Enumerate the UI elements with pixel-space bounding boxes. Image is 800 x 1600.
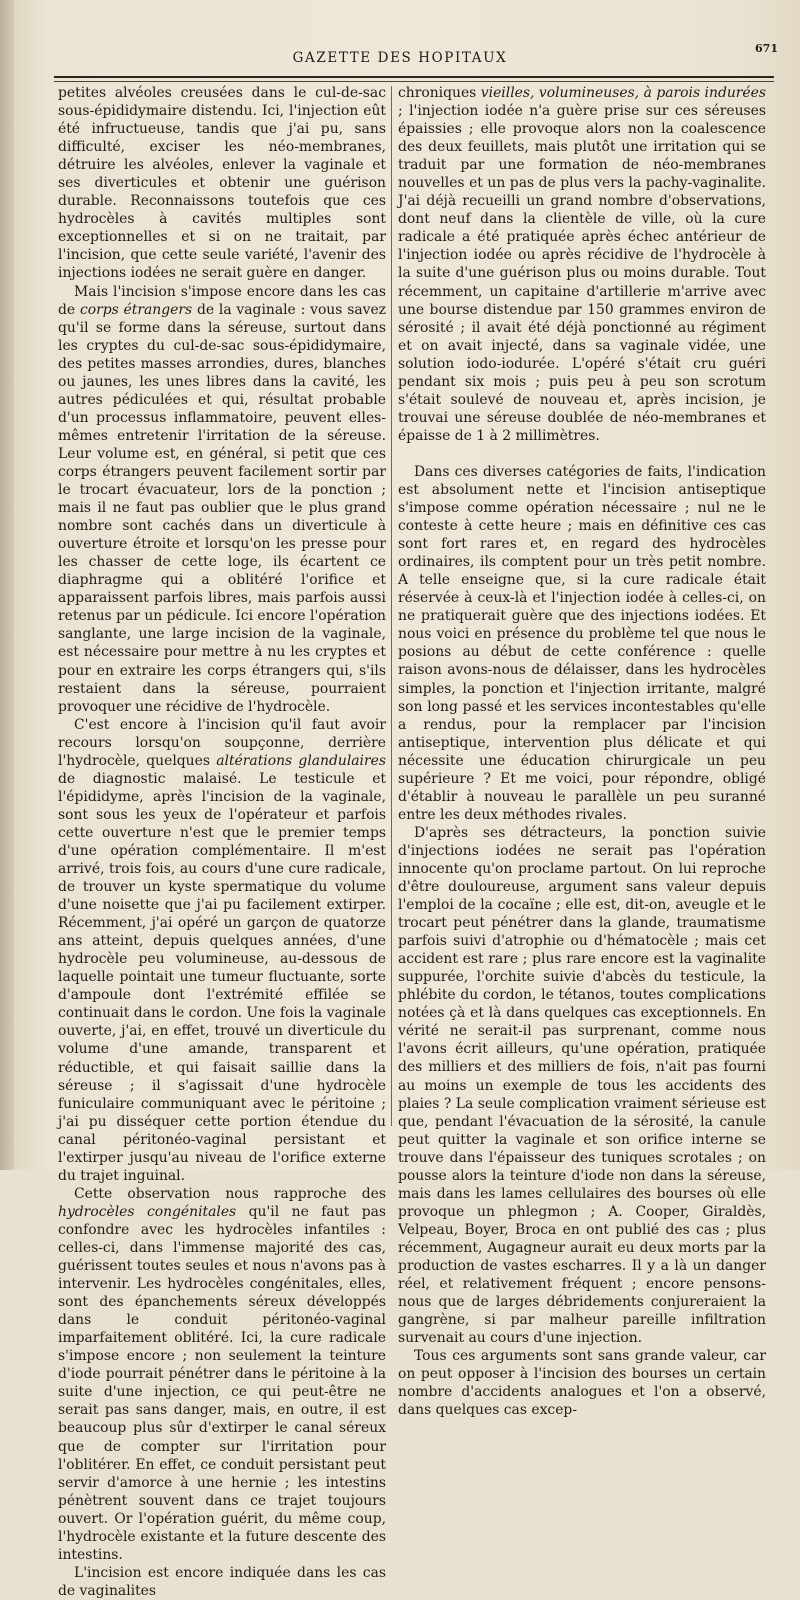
- paragraph-text: qu'il ne faut pas confondre avec les hydrocèles infantiles : celles-ci, dans l'immense majorité des cas, guérissent toutes seules et nous n'avons pas à intervenir. Les hydrocèles congénitales, elles, sont des épanchements séreux développés dans le conduit péritonéo-vaginal imparfaitement oblitéré. Ici, la cure radicale s'impose encore ; non seulement la teinture d'iode pourrait pénétrer dans le péritoine à la suite d'une injection, ce qui peut-être ne serait pas sans danger, mais, en outre, il est beaucoup plus sûr d'extirper le canal séreux que de compter sur l'irritation pour l'oblitérer. En effet, ce conduit persistant peut servir d'amorce à une hernie ; les intestins pénètrent souvent dans ce trajet toujours ouvert. Or l'opération guérit, du même coup, l'hydrocèle existante et la future descente des intestins.: [58, 1203, 386, 1563]
- paragraph: [58, 1185, 386, 1564]
- header-rule-thick: [54, 76, 774, 78]
- paragraph: D'après ses détracteurs, la ponction suivie d'injections iodées ne serait pas l'opération innocente qu'on proclame partout. On lui reproche d'être douloureuse, argument sans valeur depuis l'emploi de la cocaïne ; elle est, dit-on, aveugle et le trocart peut pénétrer dans la glande, traumatisme parfois suivi d'atrophie ou d'hématocèle ; mais cet accident est rare ; plus rare encore est la vaginalite suppurée, l'orchite suivie d'abcès du testicule, la phlébite du cordon, le tétanos, toutes complications notées çà et là dans quelques cas exceptionnels. En vérité ne serait-il pas surprenant, comme nous l'avons écrit ailleurs, qu'une opération, pratiquée des milliers et des milliers de fois, n'ait pas fourni au moins un exemple de tous les accidents des plaies ? La seule complication vraiment sérieuse est que, pendant l'évacuation de la sérosité, la canule peut quitter la vaginale et son orifice interne se trouve dans l'épaisseur des tuniques scrotales ; on pousse alors la teinture d'iode non dans la séreuse, mais dans les lames cellulaires des bourses où elle provoque un phlegmon ; A. Cooper, Giraldès, Velpeau, Boyer, Broca en ont publié des cas ; plus récemment, Augagneur aurait eu deux morts par la production de vastes escharres. Il y a là un danger réel, et relativement fréquent ; encore pensons-nous que de larges débridements conjureraient la gangrène, si par malheur pareille infiltration survenait au cours d'une injection.: [398, 824, 766, 1347]
- paragraph: [398, 84, 766, 445]
- header-rule-thin: [54, 81, 774, 82]
- paragraph-text: Mais l'incision s'impose encore dans les cas de: [58, 283, 386, 318]
- paragraph-text: de la vaginale : vous savez qu'il se forme dans la séreuse, surtout dans les cryptes du cul-de-sac sous-épididymaire, des petites masses arrondies, dures, blanches ou jaunes, les unes libres dans la cavité, les autres pédiculées et qui, résultat probable d'un processus inflammatoire, peuvent elles-mêmes entretenir l'irritation de la séreuse. Leur volume est, en général, si petit que ces corps étrangers peuvent facilement sortir par le trocart évacuateur, lors de la ponction ; mais il ne faut pas oublier que le plus grand nombre sont cachés dans un diverticule à ouverture étroite et lorsqu'on les presse pour les chasser de cette loge, ils écartent ce diaphragme qui a oblitéré l'orifice et apparaissent parfois libres, mais parfois aussi retenus par un pédicule. Ici encore l'opération sanglante, une large incision de la vaginale, est nécessaire pour mettre à nu les cryptes et pour en extraire les corps étrangers qui, s'ils restaient dans la séreuse, pourraient provoquer une récidive de l'hydrocèle.: [58, 301, 387, 715]
- italic-term: corps étrangers: [79, 301, 193, 318]
- paragraph-text: chroniques: [398, 85, 481, 101]
- paragraph-text: ; l'injection iodée n'a guère prise sur ces séreuses épaissies ; elle provoque alors non la coalescence des deux feuillets, mais plutôt une irritation qui se traduit par une formation de néo-membranes nouvelles et un pas de plus vers la pachy-vaginalite. J'ai déjà recueilli un grand nombre d'observations, dont neuf dans la clientèle de ville, où la cure radicale a été pratiquée après échec antérieur de l'injection iodée ou après récidive de l'hydrocèle à la suite d'une guérison plus ou moins durable. Tout récemment, un capitaine d'artillerie m'arrive avec une bourse distendue par 150 grammes environ de sérosité ; il avait été déjà ponctionné au régiment et on avait injecté, dans sa vaginale vidée, une solution iodo-iodurée. L'opéré s'était cru guéri pendant six mois ; puis peu à peu son scrotum s'était soulevé de nouveau et, après incision, je trouvai une séreuse doublée de néo-membranes et épaisse de 1 à 2 millimètres.: [398, 103, 766, 444]
- book-spine-shadow: [0, 0, 14, 1170]
- paragraph: Dans ces diverses catégories de faits, l'indication est absolument nette et l'incision antiseptique s'impose comme opération nécessaire ; nul ne le conteste à cette heure ; mais en définitive ces cas sont fort rares et, en regard des hydrocèles ordinaires, ils comptent pour un très petit nombre. A telle enseigne que, si la cure radicale était réservée à ceux-là et l'injection iodée à celles-ci, on ne pratiquerait guère que des injections iodées. Et nous voici en présence du problème tel que nous le posions au début de cette conférence : quelle raison avons-nous de délaisser, dans les hydrocèles simples, la ponction et l'injection irritante, malgré son long passé et les services incontestables qu'elle a rendus, pour la remplacer par l'incision antiseptique, intervention plus délicate et qui nécessite une éducation chirurgicale un peu supérieure ? Et me voici, pour répondre, obligé d'établir à nouveau le parallèle un peu suranné entre les deux méthodes rivales.: [398, 463, 766, 823]
- paragraph-text: de diagnostic malaisé. Le testicule et l'épididyme, après l'incision de la vaginale, sont sous les yeux de l'opérateur et parfois cette ouverture n'est que le premier temps d'une opération complémentaire. Il m'est arrivé, trois fois, au cours d'une cure radicale, de trouver un kyste spermatique du volume d'une noisette que j'ai pu facilement extirper. Récemment, j'ai opéré un garçon de quatorze ans atteint, depuis quelques années, d'une hydrocèle peu volumineuse, au-dessous de laquelle pointait une tumeur fluctuante, sorte d'ampoule dont l'extrémité effilée se continuait dans le cordon. Une fois la vaginale ouverte, j'ai, en effet, trouvé un diverticule du volume d'une amande, transparent et réductible, et qui faisait saillie dans la séreuse ; il s'agissait d'une hydrocèle funiculaire communiquant avec le péritoine ; j'ai pu disséquer cette portion étendue du canal péritonéo-vaginal persistant et l'extirper jusqu'au niveau de l'orifice externe du trajet inguinal.: [58, 770, 386, 1184]
- page-number: 671: [755, 42, 778, 55]
- paragraph: [58, 283, 386, 716]
- column-divider: [391, 86, 392, 1126]
- paragraph-text: Cette observation nous rapproche des: [74, 1185, 386, 1202]
- italic-term: altérations glandulaires: [216, 752, 386, 769]
- paragraph: Tous ces arguments sont sans grande valeur, car on peut opposer à l'incision des bourses un certain nombre d'accidents analogues et l'on a observé, dans quelques cas excep-: [398, 1348, 766, 1419]
- paragraph: [58, 716, 386, 1185]
- paragraph-text: C'est encore à l'incision qu'il faut avoir recours lorsqu'on soupçonne, derrière l'hydrocèle, quelques: [58, 716, 386, 769]
- left-column: [58, 84, 386, 1600]
- paragraph: L'incision est encore indiquée dans les cas de vaginalites: [58, 1564, 386, 1599]
- running-head: [0, 42, 800, 70]
- paragraph: petites alvéoles creusées dans le cul-de-sac sous-épididymaire distendu. Ici, l'injection eût été infructueuse, tandis que j'ai pu, sans difficulté, exciser les néo-membranes, détruire les alvéoles, enlever la vaginale et ses diverticules et obtenir une guérison durable. Reconnaissons toutefois que ces hydrocèles à cavités multiples sont exceptionnelles et si on ne traitait, par l'incision, que cette seule variété, l'avenir des injections iodées ne serait guère en danger.: [58, 85, 386, 282]
- right-column: [398, 84, 766, 1419]
- journal-title: GAZETTE DES HOPITAUX: [292, 50, 508, 66]
- italic-term: hydrocèles congénitales: [58, 1203, 237, 1220]
- italic-term: vieilles, volumineuses, à parois indurées: [480, 85, 766, 101]
